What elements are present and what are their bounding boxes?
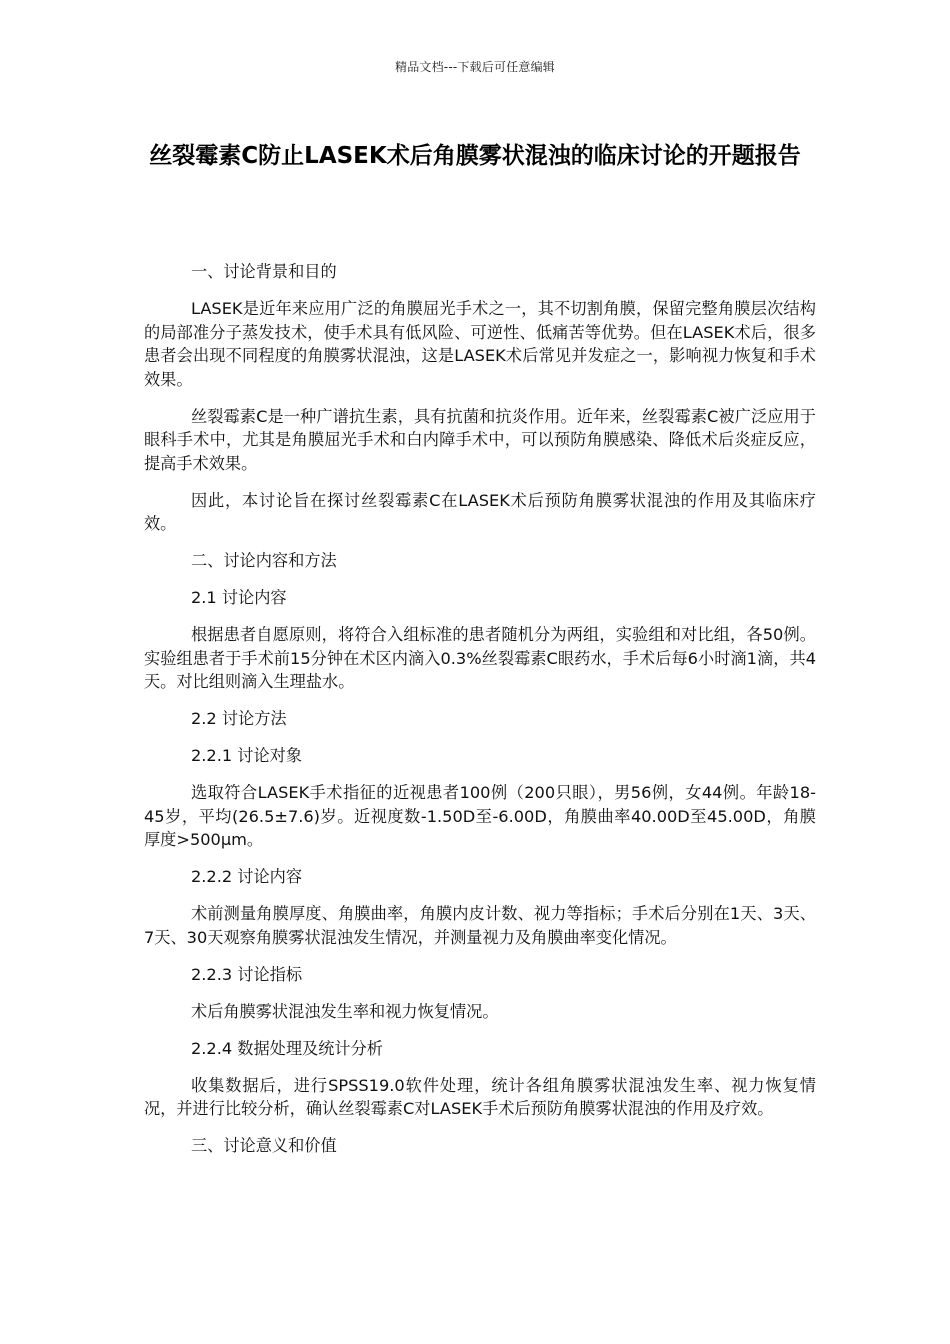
section-heading-methods: 二、讨论内容和方法	[190, 551, 337, 570]
paragraph-grouping: 根据患者自愿原则，将符合入组标准的患者随机分为两组，实验组和对比组，各50例。实验组患者于手术前15分钟在术区内滴入0.3%丝裂霉素C眼药水，手术后每6小时滴1滴，共4天。对比组则滴入生理盐水。	[144, 625, 816, 691]
paragraph-indicators: 术后角膜雾状混浊发生率和视力恢复情况。	[190, 1001, 499, 1021]
subheading-2-2-4: 2.2.4 数据处理及统计分析	[190, 1038, 383, 1058]
document-title: 丝裂霉素C防止LASEK术后角膜雾状混浊的临床讨论的开题报告	[149, 143, 801, 169]
paragraph-statistics: 收集数据后，进行SPSS19.0软件处理，统计各组角膜雾状混浊发生率、视力恢复情况，并进行比较分析，确认丝裂霉素C对LASEK手术后预防角膜雾状混浊的作用及疗效。	[144, 1075, 816, 1118]
paragraph-lasek-intro: LASEK是近年来应用广泛的角膜屈光手术之一，其不切割角膜，保留完整角膜层次结构的局部准分子蒸发技术，使手术具有低风险、可逆性、低痛苦等优势。但在LASEK术后，很多患者会出现不同程度的角膜雾状混浊，这是LASEK术后常见并发症之一，影响视力恢复和手术效果。	[144, 299, 816, 389]
subheading-2-2-3: 2.2.3 讨论指标	[190, 964, 303, 984]
paragraph-purpose: 因此，本讨论旨在探讨丝裂霉素C在LASEK术后预防角膜雾状混浊的作用及其临床疗效。	[144, 490, 816, 533]
paragraph-mitomycin-intro: 丝裂霉素C是一种广谱抗生素，具有抗菌和抗炎作用。近年来，丝裂霉素C被广泛应用于眼科手术中，尤其是角膜屈光手术和白内障手术中，可以预防角膜感染、降低术后炎症反应，提高手术效果。	[144, 406, 816, 473]
paragraph-measurements: 术前测量角膜厚度、角膜曲率，角膜内皮计数、视力等指标；手术后分别在1天、3天、7天、30天观察角膜雾状混浊发生情况，并测量视力及角膜曲率变化情况。	[144, 904, 816, 947]
section-heading-significance: 三、讨论意义和价值	[190, 1136, 337, 1155]
subheading-2-1: 2.1 讨论内容	[190, 588, 287, 607]
section-heading-background: 一、讨论背景和目的	[190, 262, 337, 281]
subheading-2-2: 2.2 讨论方法	[190, 709, 287, 728]
subheading-2-2-1: 2.2.1 讨论对象	[190, 746, 303, 765]
paragraph-subjects: 选取符合LASEK手术指征的近视患者100例（200只眼），男56例，女44例。年龄18-45岁，平均(26.5±7.6)岁。近视度数-1.50D至-6.00D，角膜曲率40.00D至45.00D，角膜厚度>500μm。	[144, 783, 816, 849]
subheading-2-2-2: 2.2.2 讨论内容	[190, 867, 303, 886]
document-body	[144, 260, 816, 1171]
header-note: 精品文档---下载后可任意编辑	[395, 60, 555, 74]
